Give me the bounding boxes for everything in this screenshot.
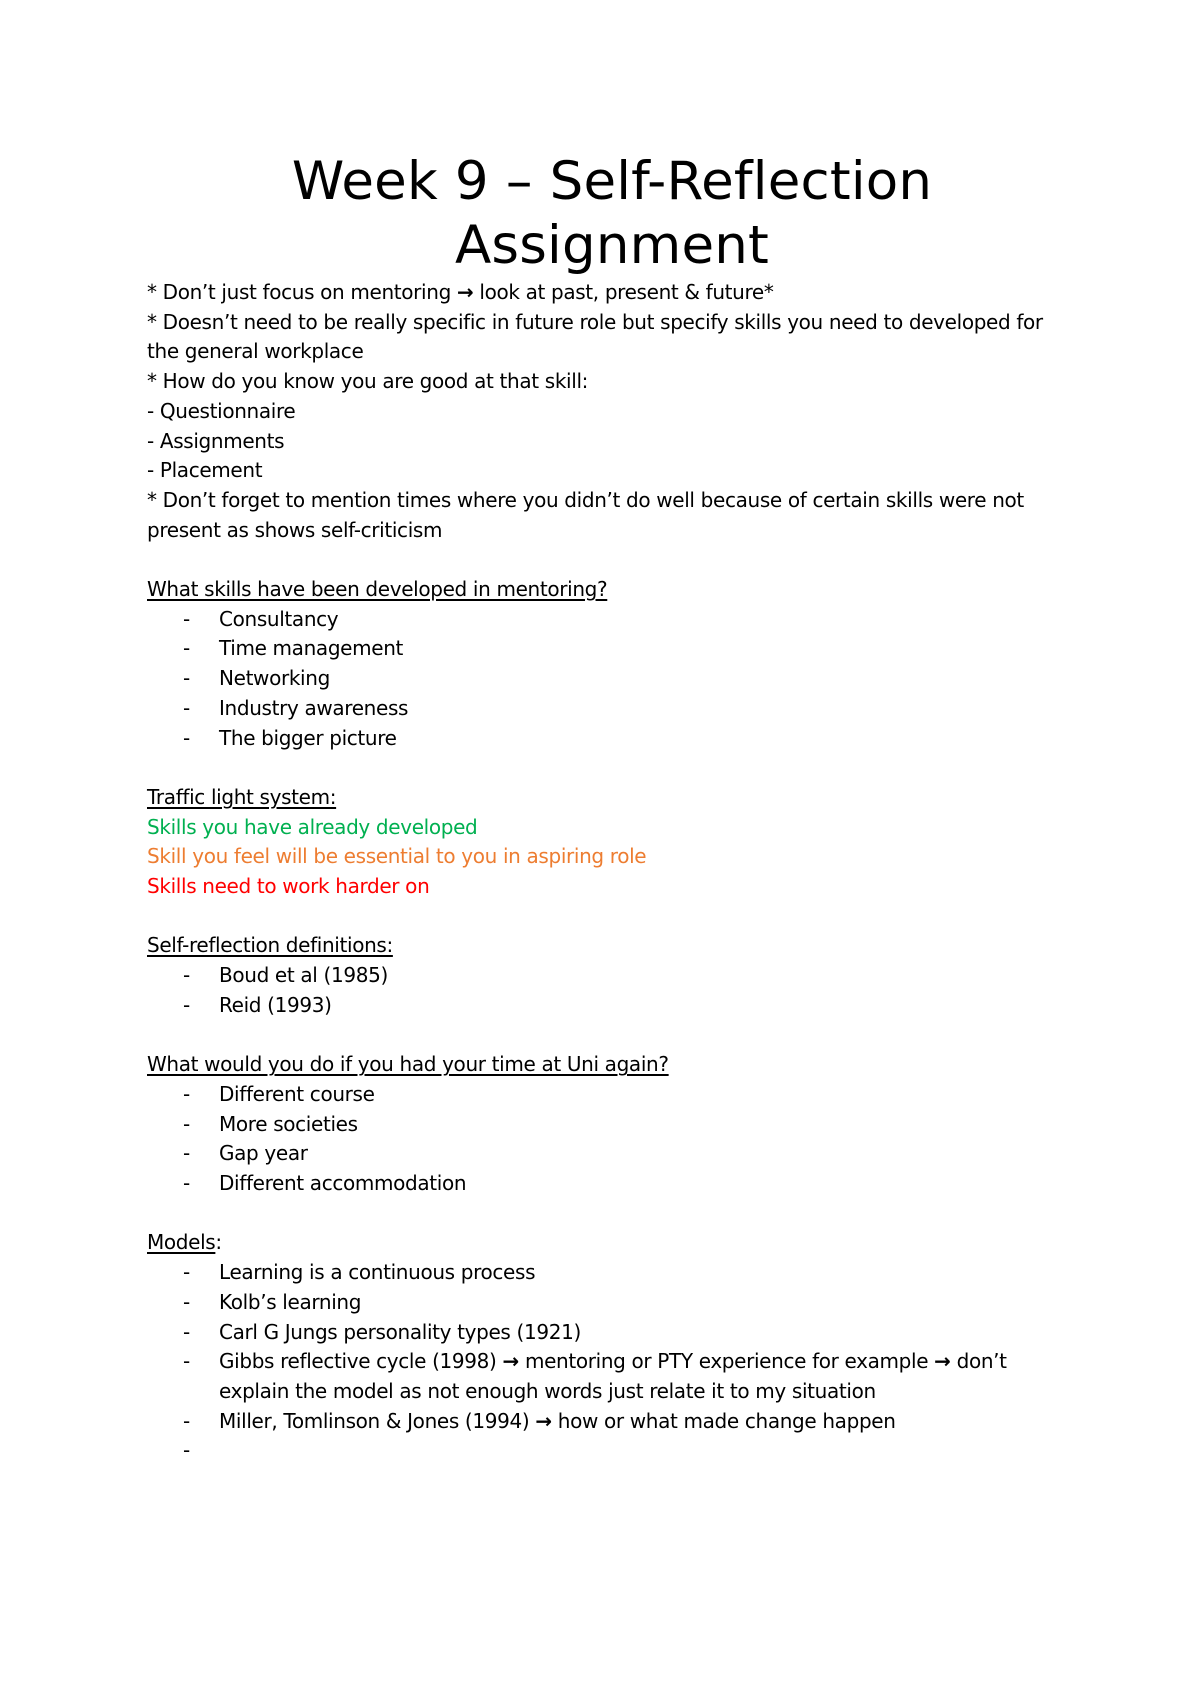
list-dash: - — [183, 695, 190, 720]
list-item-text: Different course — [219, 1081, 375, 1106]
models-heading-colon: : — [215, 1230, 222, 1255]
skills-list — [147, 605, 1077, 754]
list-item — [147, 634, 1077, 664]
list-item — [147, 605, 1077, 635]
list-item — [147, 991, 1077, 1021]
note-questionnaire: - Questionnaire — [147, 398, 296, 423]
list-item — [147, 1169, 1077, 1199]
list-dash: - — [183, 666, 190, 691]
title-line-2: Assignment — [454, 215, 770, 276]
list-item — [147, 1139, 1077, 1169]
list-dash: - — [183, 963, 190, 988]
traffic-green-text: Skills you have already developed — [147, 814, 478, 839]
list-dash: - — [183, 636, 190, 661]
list-item-text: Networking — [219, 666, 330, 691]
list-dash: - — [183, 725, 190, 750]
page-title — [147, 150, 1077, 278]
list-dash: - — [183, 1260, 190, 1285]
spacer — [147, 1021, 1077, 1051]
title-line-1: Week 9 – Self-Reflection — [291, 151, 933, 212]
arrow-right-icon: → — [535, 1408, 552, 1433]
note-placement: - Placement — [147, 458, 263, 483]
spacer — [147, 902, 1077, 932]
traffic-red-text: Skills need to work harder on — [147, 874, 430, 899]
list-dash: - — [183, 1289, 190, 1314]
models-heading — [147, 1228, 1077, 1258]
list-item-text: how or what made change happen — [551, 1408, 896, 1433]
list-dash: - — [183, 606, 190, 631]
list-item — [147, 664, 1077, 694]
list-item-text: mentoring or PTY experience for example — [518, 1349, 935, 1374]
note-how-know: * How do you know you are good at that skill: — [147, 369, 589, 394]
list-dash: - — [183, 1408, 190, 1433]
list-dash: - — [183, 1319, 190, 1344]
arrow-right-icon: → — [502, 1349, 519, 1374]
list-dash: - — [183, 1081, 190, 1106]
note-focus-text-a: * Don’t just focus on mentoring — [147, 280, 457, 304]
list-item — [147, 1110, 1077, 1140]
list-dash: - — [183, 1171, 190, 1196]
list-item-empty — [147, 1436, 1077, 1466]
list-item — [147, 1288, 1077, 1318]
list-item-text: Kolb’s learning — [219, 1289, 362, 1314]
document-body — [147, 150, 1077, 1466]
list-item — [147, 961, 1077, 991]
skills-section — [147, 575, 1077, 753]
list-item-text: Miller, Tomlinson & Jones (1994) — [219, 1408, 536, 1433]
list-dash: - — [183, 1141, 190, 1166]
note-assignments: - Assignments — [147, 428, 285, 453]
list-item — [147, 1258, 1077, 1288]
traffic-orange-text: Skill you feel will be essential to you in aspiring role — [147, 844, 647, 869]
list-item — [147, 1347, 1077, 1406]
list-item-text: Boud et al (1985) — [219, 963, 388, 988]
spacer — [147, 1199, 1077, 1229]
list-item — [147, 694, 1077, 724]
list-item-text: Different accommodation — [219, 1171, 467, 1196]
list-item — [147, 724, 1077, 754]
note-focus — [147, 278, 1077, 308]
list-dash: - — [183, 1111, 190, 1136]
spacer — [147, 545, 1077, 575]
spacer — [147, 753, 1077, 783]
list-item — [147, 1318, 1077, 1348]
uni-section — [147, 1050, 1077, 1199]
note-focus-text-b: look at past, present & future* — [473, 280, 774, 304]
definitions-section — [147, 931, 1077, 1020]
list-item — [147, 1080, 1077, 1110]
note-self-criticism: * Don’t forget to mention times where you didn’t do well because of certain skills were not present as shows self-criticism — [147, 487, 1030, 542]
arrow-right-icon: → — [456, 280, 474, 304]
list-item-text: Time management — [219, 636, 404, 661]
list-item-text: The bigger picture — [219, 725, 397, 750]
list-item — [147, 1407, 1077, 1437]
list-item-text: More societies — [219, 1111, 358, 1136]
models-list — [147, 1258, 1077, 1466]
models-section — [147, 1228, 1077, 1466]
traffic-heading: Traffic light system: — [147, 784, 337, 809]
uni-list — [147, 1080, 1077, 1199]
list-item-text: Carl G Jungs personality types (1921) — [219, 1319, 581, 1344]
notes-section — [147, 278, 1077, 545]
definitions-list — [147, 961, 1077, 1020]
traffic-light-section — [147, 783, 1077, 902]
list-item-text: Consultancy — [219, 606, 339, 631]
note-future-role: * Doesn’t need to be really specific in future role but specify skills you need to developed for the general workplace — [147, 309, 1049, 364]
list-dash: - — [183, 1438, 190, 1463]
arrow-right-icon: → — [934, 1349, 951, 1374]
list-item-text: Gap year — [219, 1141, 308, 1166]
list-item-text: don’t explain the model as not enough words just relate it to my situation — [219, 1349, 1007, 1403]
list-dash: - — [183, 1349, 190, 1374]
list-dash: - — [183, 992, 190, 1017]
list-item-text: Learning is a continuous process — [219, 1260, 536, 1285]
definitions-heading: Self-reflection definitions: — [147, 933, 393, 958]
uni-heading: What would you do if you had your time at Uni again? — [147, 1052, 669, 1077]
list-item-text: Industry awareness — [219, 695, 409, 720]
models-heading-text: Models — [147, 1230, 216, 1255]
list-item-text: Reid (1993) — [219, 992, 332, 1017]
list-item-text: Gibbs reflective cycle (1998) — [219, 1349, 503, 1374]
skills-heading: What skills have been developed in mentoring? — [147, 577, 608, 602]
